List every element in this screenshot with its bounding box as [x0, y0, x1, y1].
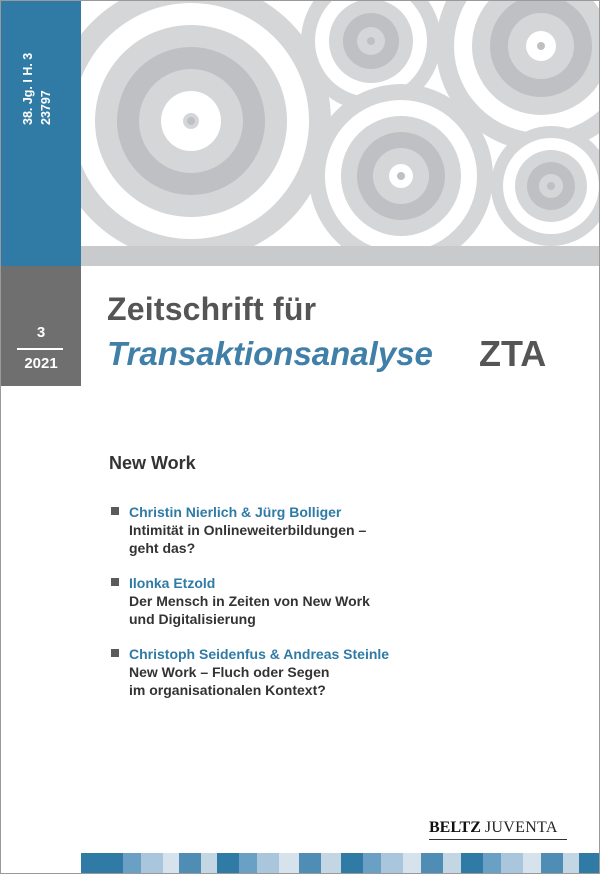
spine-meta [19, 15, 79, 125]
article-author: Ilonka Etzold [129, 575, 216, 591]
list-item [111, 645, 581, 699]
journal-title-line2: Transaktionsanalyse [107, 335, 433, 372]
stripe-segment [163, 853, 179, 874]
publisher-name-beltz: BELTZ [429, 819, 481, 836]
stripe-segment [299, 853, 321, 874]
spine-band-blue [1, 1, 81, 266]
stripe-segment [483, 853, 501, 874]
target-rings-svg [81, 1, 600, 246]
journal-title-line1: Zeitschrift für [107, 291, 317, 327]
article-title-line: und Digitalisierung [129, 611, 256, 627]
stripe-segment [179, 853, 201, 874]
list-item [111, 574, 581, 628]
stripe-segment [563, 853, 579, 874]
target-center [367, 37, 375, 45]
stripe-segment [321, 853, 341, 874]
stripe-segment [461, 853, 483, 874]
issn-label: 23797 [39, 90, 53, 125]
bottom-color-stripe [81, 853, 600, 874]
target-center [187, 117, 195, 125]
stripe-segment [217, 853, 239, 874]
issue-number: 3 [36, 324, 46, 341]
square-bullet-icon [111, 507, 119, 515]
article-author: Christoph Seidenfus & Andreas Steinle [129, 646, 390, 662]
journal-acronym: ZTA [479, 333, 547, 374]
stripe-segment [279, 853, 299, 874]
issue-band-gray [1, 266, 81, 386]
stripe-segment [541, 853, 563, 874]
header-divider-bar [81, 246, 600, 266]
stripe-segment [363, 853, 381, 874]
article-list [111, 503, 581, 716]
publisher-logo [429, 819, 558, 839]
list-item [111, 503, 581, 557]
stripe-segment [141, 853, 163, 874]
target-center [537, 42, 545, 50]
stripe-segment [123, 853, 141, 874]
square-bullet-icon [111, 578, 119, 586]
stripe-segment [403, 853, 421, 874]
article-title-line: im organisationalen Kontext? [129, 682, 326, 698]
concentric-circles-graphic [81, 1, 600, 246]
square-bullet-icon [111, 649, 119, 657]
volume-issue-label: 38. Jg. I H. 3 [21, 52, 35, 125]
publisher-underline [429, 839, 567, 840]
article-title-line: Intimität in Onlineweiterbildungen – [129, 522, 367, 538]
stripe-segment [523, 853, 541, 874]
stripe-segment [341, 853, 363, 874]
stripe-segment [257, 853, 279, 874]
stripe-segment [579, 853, 599, 874]
target-center [547, 182, 555, 190]
stripe-segment [501, 853, 523, 874]
article-title-line: New Work – Fluch oder Segen [129, 664, 330, 680]
target-center [397, 172, 405, 180]
stripe-segment [421, 853, 443, 874]
stripe-segment [381, 853, 403, 874]
article-title-line: Der Mensch in Zeiten von New Work [129, 593, 370, 609]
stripe-segment [201, 853, 217, 874]
stripe-segment [443, 853, 461, 874]
article-title-line: geht das? [129, 540, 196, 556]
article-author: Christin Nierlich & Jürg Bolliger [129, 504, 342, 520]
issue-year: 2021 [24, 355, 58, 372]
publisher-name-juventa: JUVENTA [484, 819, 558, 836]
issue-theme: New Work [109, 453, 196, 473]
stripe-segment [239, 853, 257, 874]
issue-divider [17, 348, 63, 350]
stripe-segment [81, 853, 123, 874]
